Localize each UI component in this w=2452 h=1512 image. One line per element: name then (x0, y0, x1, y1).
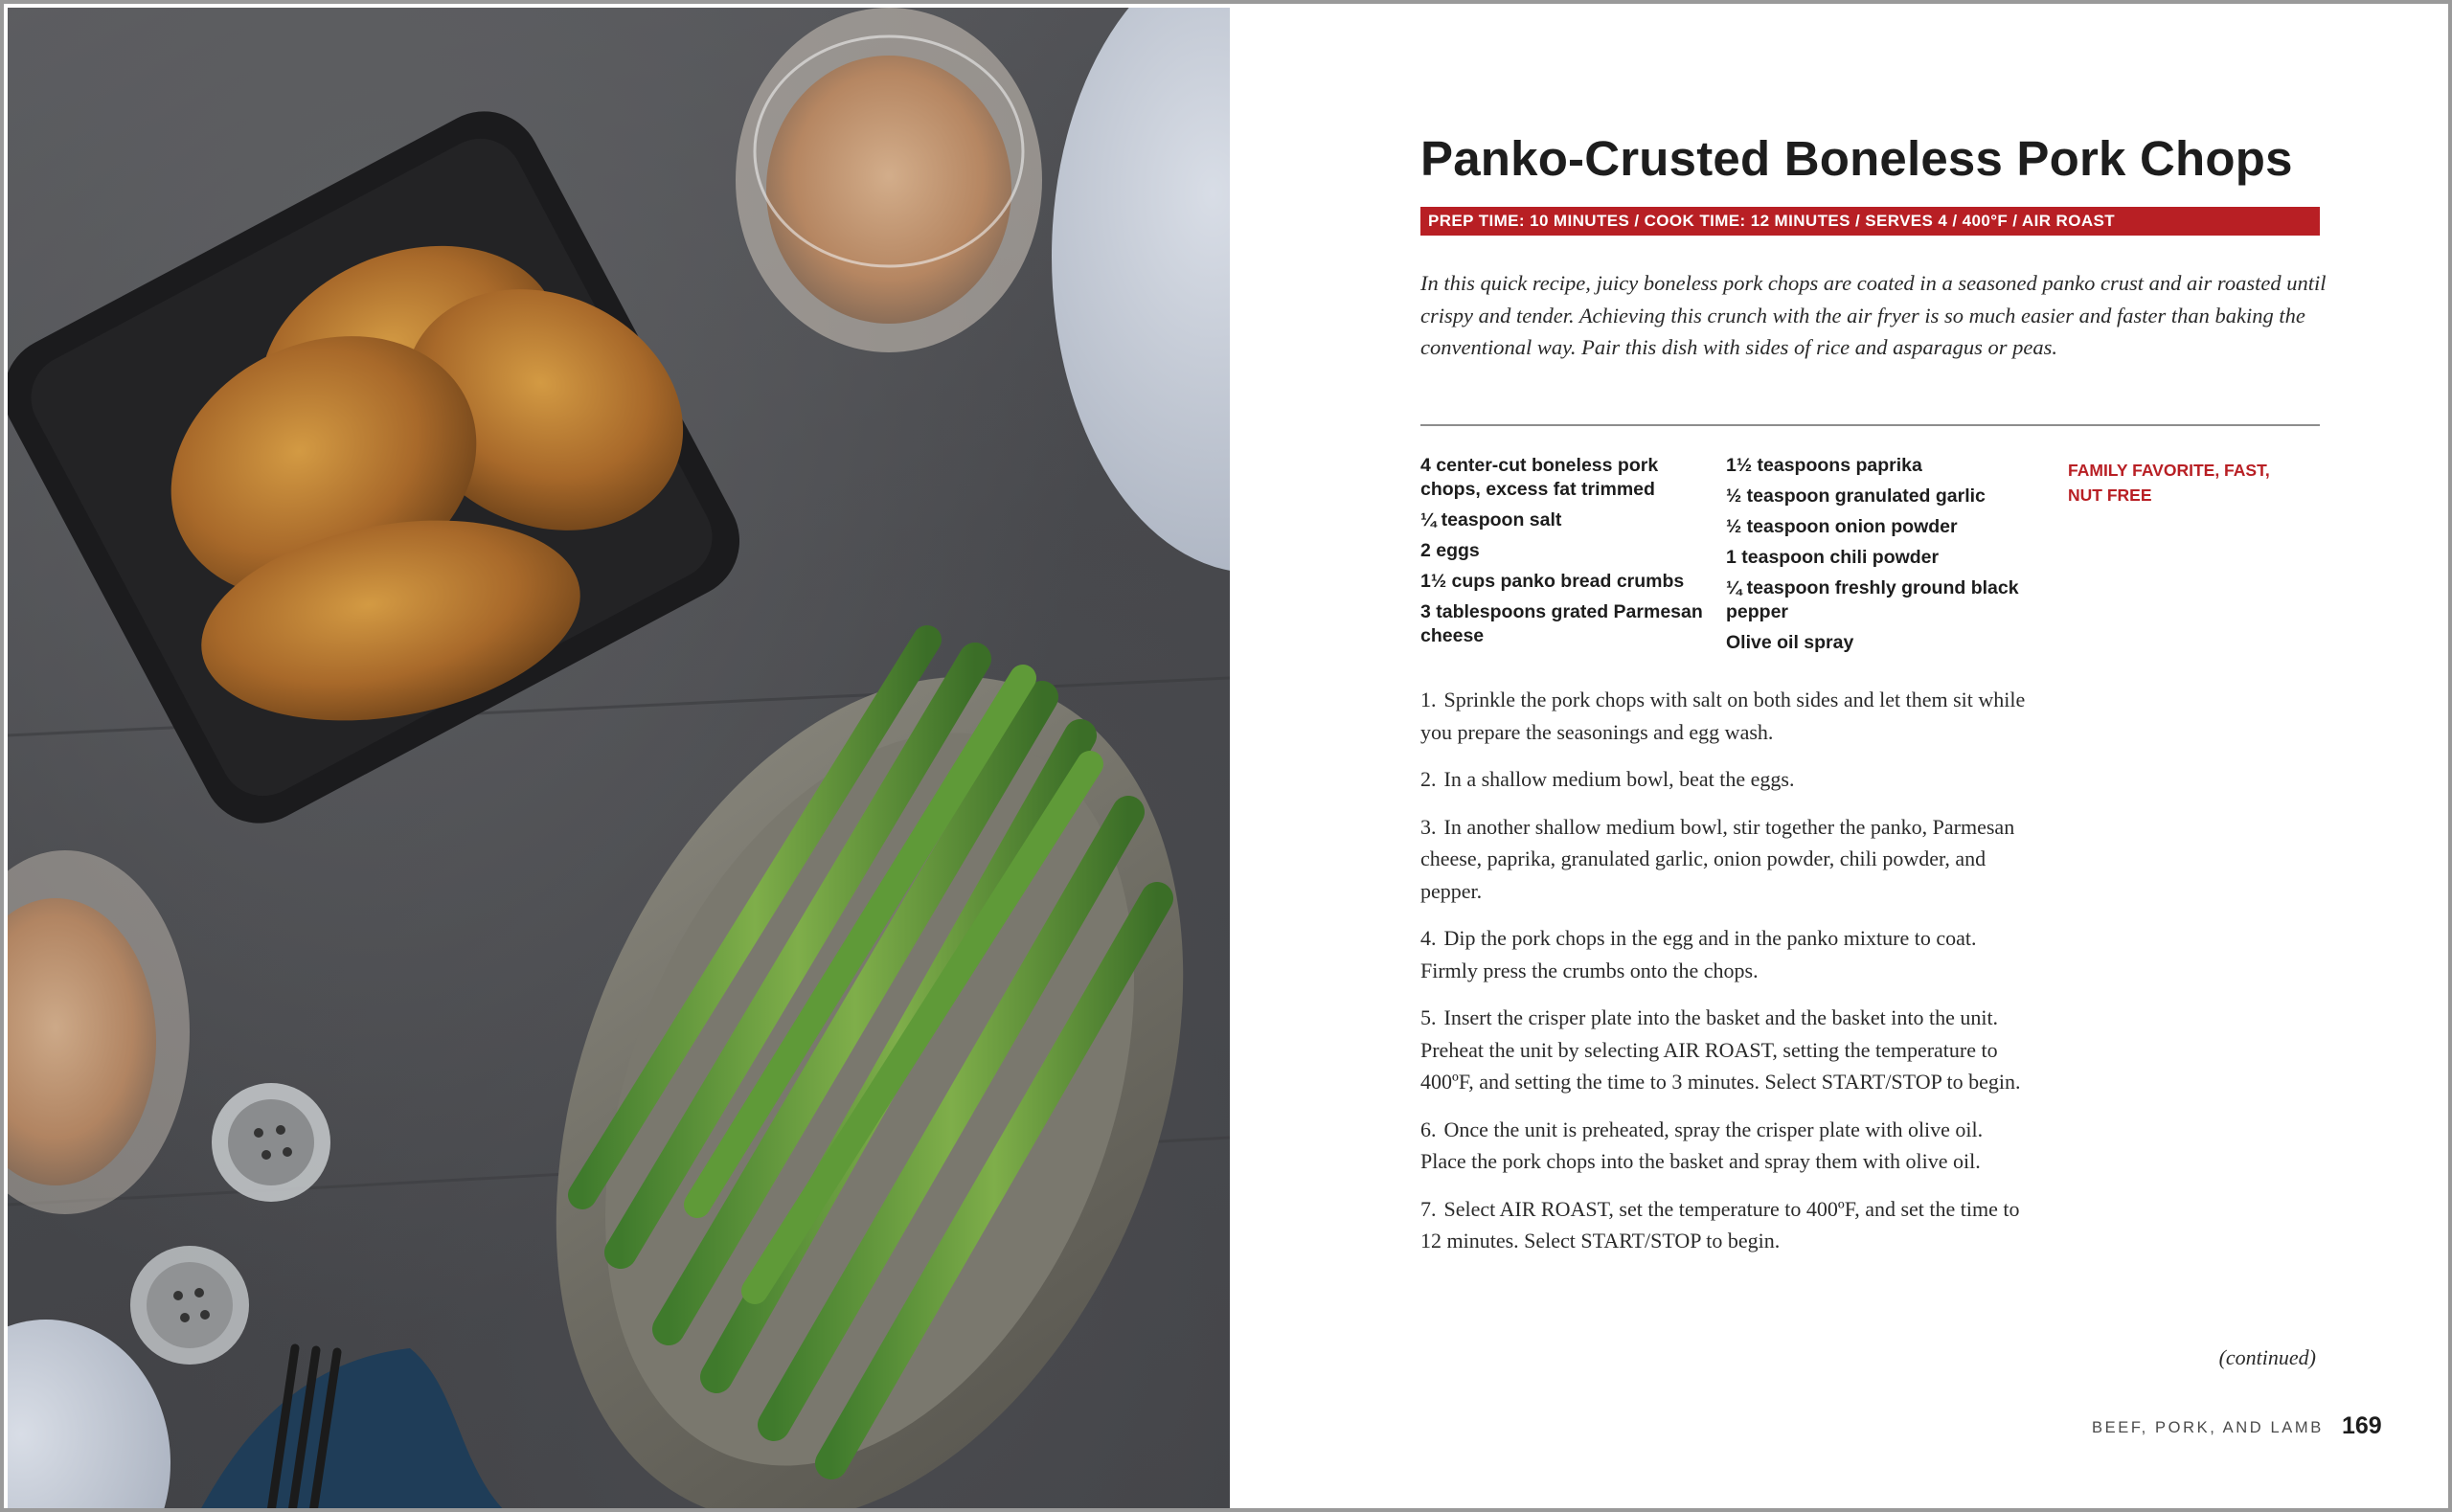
pepper-shaker (130, 1246, 249, 1365)
recipe-title: Panko-Crusted Boneless Pork Chops (1420, 131, 2293, 186)
running-footer-section: BEEF, PORK, AND LAMB (2092, 1419, 2324, 1436)
ingredient-item: 1 teaspoon chili powder (1726, 547, 1940, 568)
step-number: 2. (1420, 767, 1437, 791)
step-item (1420, 1002, 2033, 1098)
plate-top-right (1052, 8, 1230, 573)
step-item (1420, 1193, 2033, 1257)
napkin (199, 1348, 506, 1512)
step-number: 4. (1420, 926, 1437, 950)
recipe-steps (1420, 684, 2033, 1273)
ingredient-item: Olive oil spray (1726, 632, 1854, 653)
step-number: 5. (1420, 1005, 1437, 1029)
ingredient-item: ½ teaspoon onion powder (1726, 516, 1958, 537)
step-text: Sprinkle the pork chops with salt on both sides and let them sit while you prepare the seasonings and egg wash. (1420, 688, 2026, 744)
step-item (1420, 1114, 2033, 1178)
ingredient-item: ¼ teaspoon salt (1420, 509, 1562, 530)
recipe-tags: FAMILY FAVORITE, FAST, NUT FREE (2068, 461, 2270, 505)
ingredient-item: 2 eggs (1420, 540, 1480, 561)
ingredients-column-2 (1726, 454, 2032, 662)
ingredient-item: 4 center-cut boneless pork chops, excess fat trimmed (1420, 455, 1659, 500)
step-item (1420, 684, 2033, 748)
step-number: 3. (1420, 814, 1437, 839)
step-text: In a shallow medium bowl, beat the eggs. (1443, 767, 1795, 791)
salt-shaker (212, 1083, 330, 1202)
step-text: Dip the pork chops in the egg and in the panko mixture to coat. Firmly press the crumbs onto the chops. (1420, 926, 1977, 982)
ingredients-column-1 (1420, 454, 1713, 655)
ingredient-item: ½ teaspoon granulated garlic (1726, 485, 1986, 507)
step-number: 1. (1420, 688, 1437, 711)
page-number: 169 (2342, 1412, 2382, 1439)
step-text: Select AIR ROAST, set the temperature to 400ºF, and set the time to 12 minutes. Select START/STOP to begin. (1420, 1196, 2020, 1252)
wine-glass-top (736, 8, 1042, 352)
step-item (1420, 922, 2033, 986)
step-number: 7. (1420, 1196, 1437, 1221)
ingredient-item: ¼ teaspoon freshly ground black pepper (1726, 577, 2019, 622)
plate-bottom-left (8, 1320, 170, 1512)
recipe-meta-bar: PREP TIME: 10 MINUTES / COOK TIME: 12 MINUTES / SERVES 4 / 400°F / AIR ROAST (1420, 207, 2320, 236)
ingredient-item: 1½ cups panko bread crumbs (1420, 571, 1685, 592)
divider (1420, 424, 2320, 426)
step-item (1420, 763, 2033, 796)
step-text: Insert the crisper plate into the basket and the basket into the unit. Preheat the unit by selecting AIR ROAST, setting the temperature to 400ºF, and setting the time to 3 minutes. Select START/STOP to begin. (1420, 1005, 2021, 1094)
recipe-photo (8, 8, 1230, 1512)
step-item (1420, 811, 2033, 908)
ingredient-item: 1½ teaspoons paprika (1726, 455, 1922, 476)
step-text: Once the unit is preheated, spray the crisper plate with olive oil. Place the pork chops into the basket and spray them with olive oil. (1420, 1117, 1984, 1173)
step-text: In another shallow medium bowl, stir together the panko, Parmesan cheese, paprika, granulated garlic, onion powder, chili powder, and pepper. (1420, 814, 2015, 903)
recipe-page (1230, 8, 2452, 1512)
continued-note: (continued) (2218, 1345, 2316, 1369)
recipe-intro: In this quick recipe, juicy boneless pork chops are coated in a seasoned panko crust and air roasted until crispy and tender. Achieving this crunch with the air fryer is so much easier and faster than baking the conventional way. Pair this dish with sides of rice and asparagus or peas. (1420, 271, 2327, 359)
ingredient-item: 3 tablespoons grated Parmesan cheese (1420, 601, 1703, 646)
wine-glass-left (8, 850, 190, 1214)
step-number: 6. (1420, 1117, 1437, 1141)
